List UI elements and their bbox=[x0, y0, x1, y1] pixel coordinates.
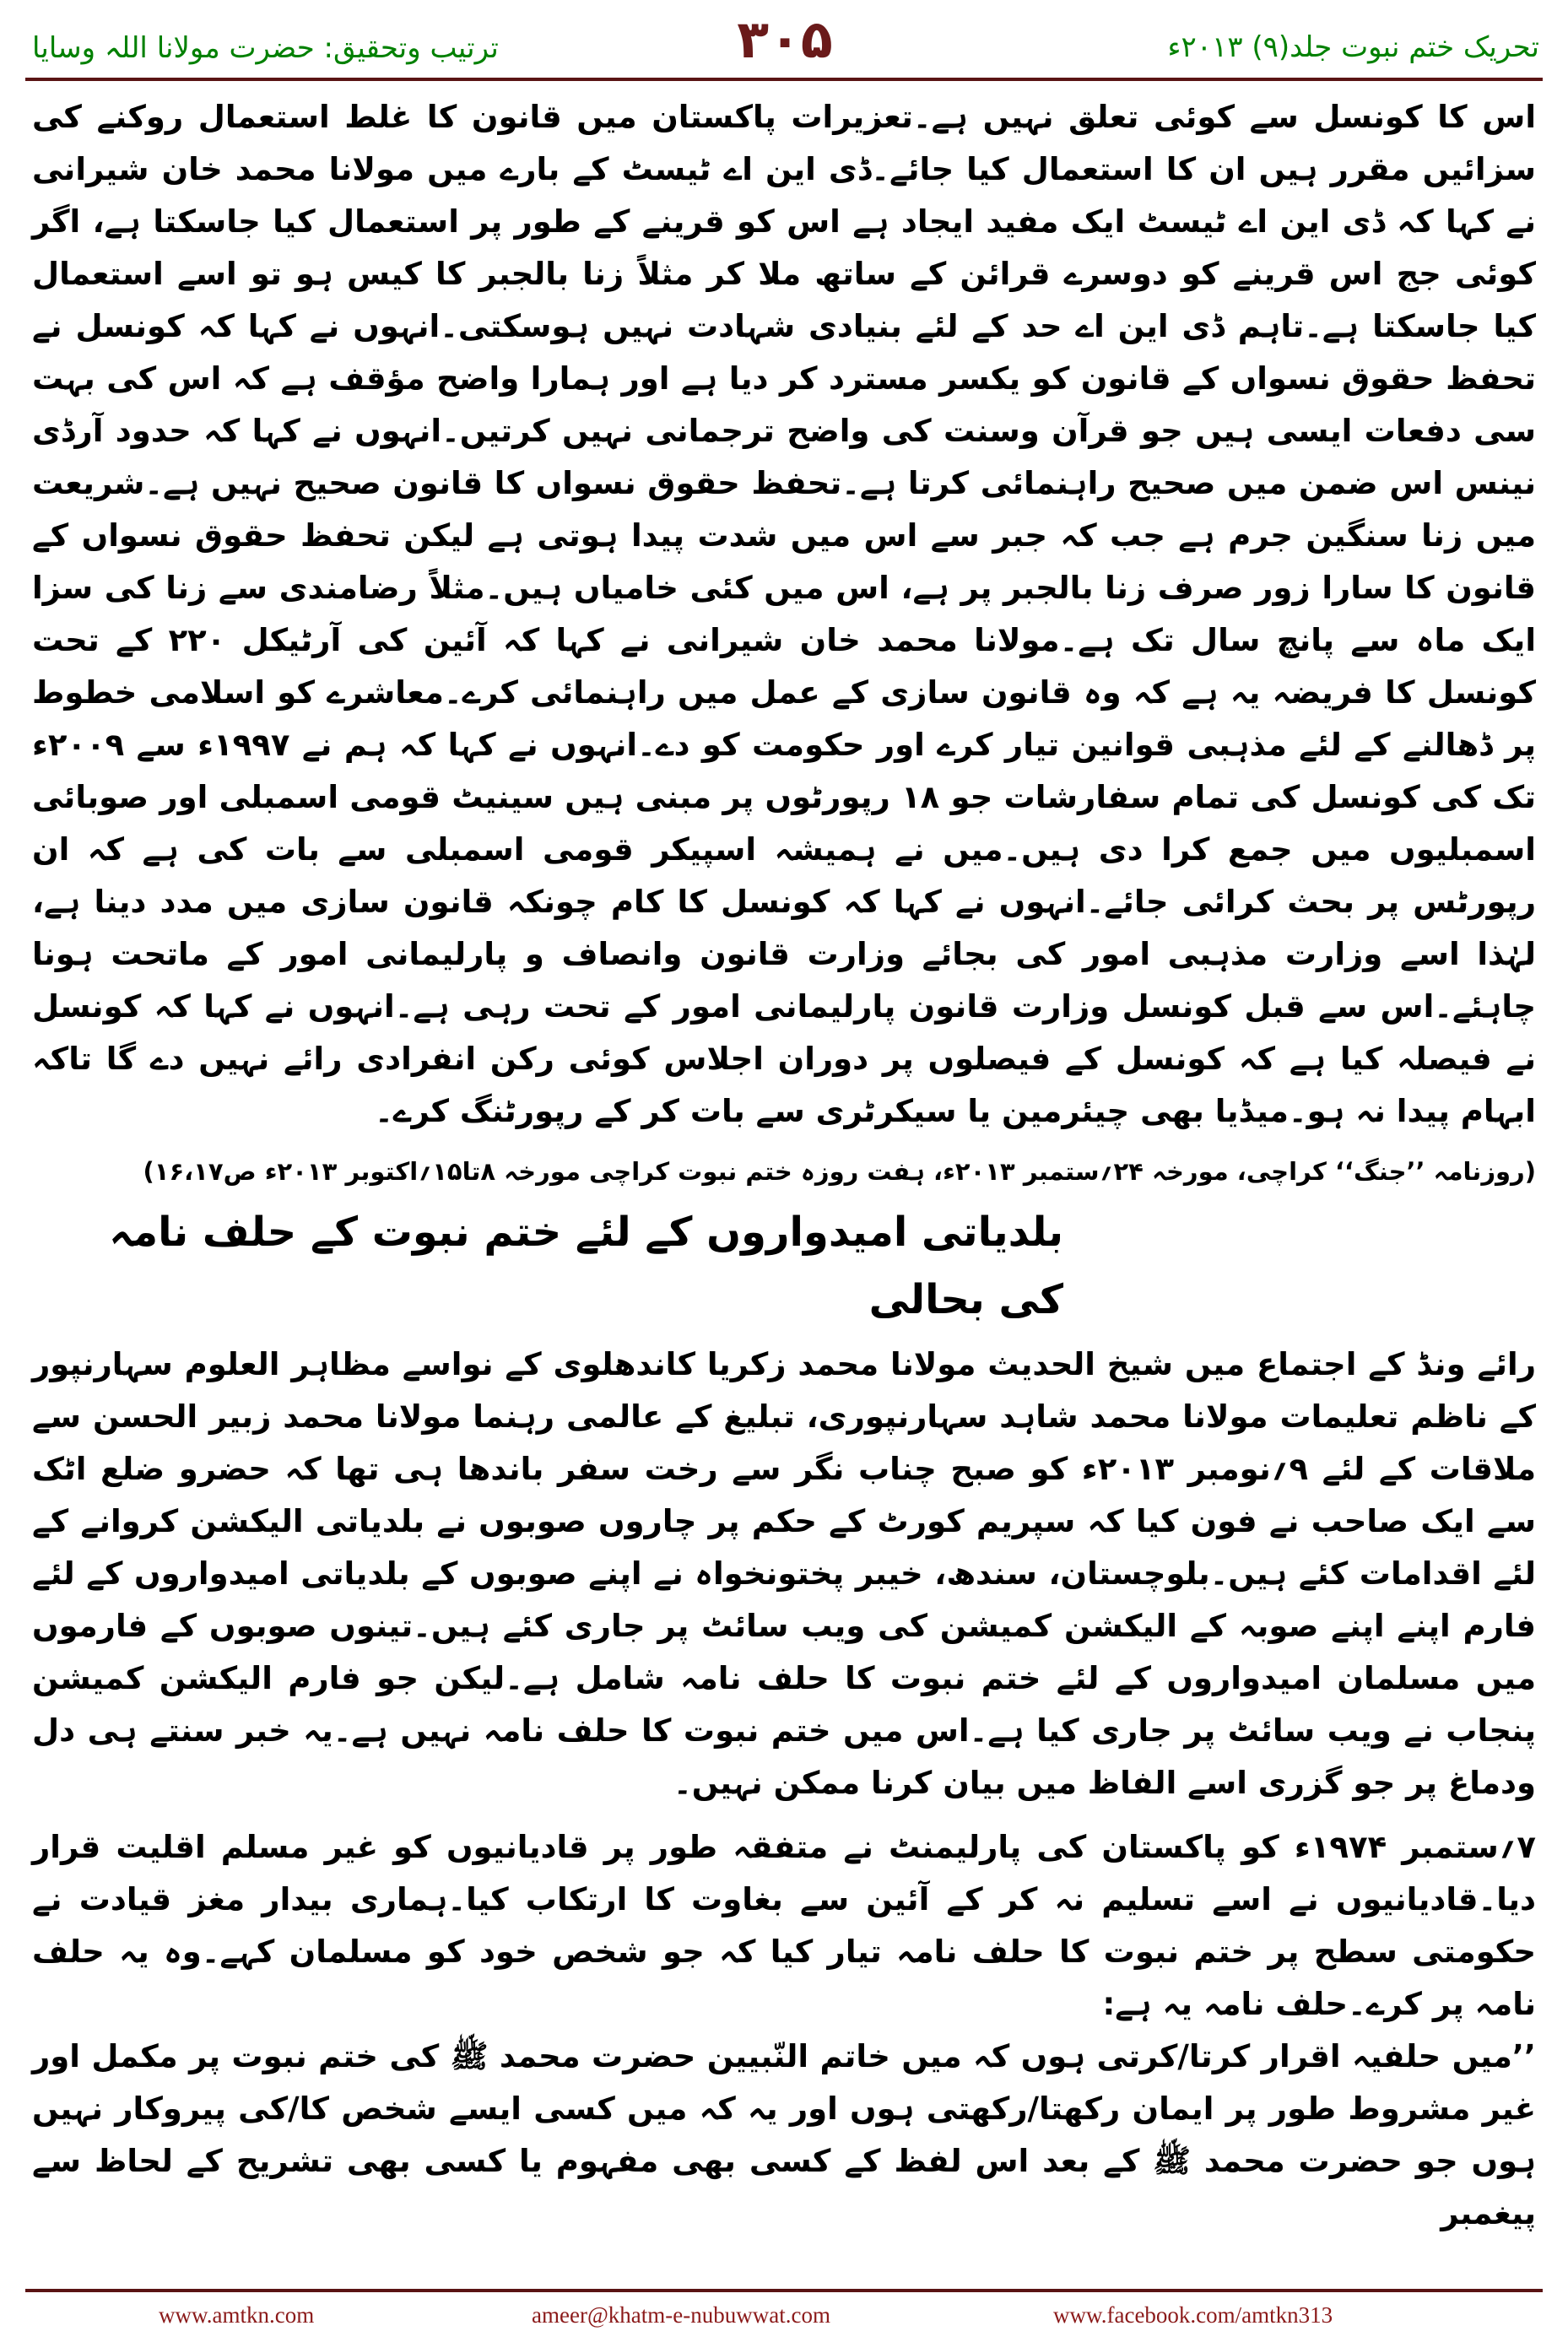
page-header bbox=[0, 0, 1568, 84]
footer-email-link[interactable]: ameer@khatm-e-nubuwwat.com bbox=[532, 2302, 830, 2328]
page-footer bbox=[0, 2297, 1568, 2339]
article2-paragraph-1: رائے ونڈ کے اجتماع میں شیخ الحدیث مولانا محمد زکریا کاندھلوی کے نواسے مظاہر العلوم سہارنپور کے ناظم تعلیمات مولانا محمد شاہد سہارنپوری، تبلیغ کے عالمی رہنما مولانا محمد زبیر الحسن سے ملاقات کے لئے ۹؍نومبر ۲۰۱۳ء کو صبح چناب نگر سے رخت سفر باندھا ہی تھا کہ حضرو ضلع اٹک سے ایک صاحب نے فون کیا کہ سپریم کورٹ کے حکم پر چاروں صوبوں نے بلدیاتی الیکشن کروانے کے لئے اقدامات کئے ہیں۔بلوچستان، سندھ، خیبر پختونخواہ نے اپنے صوبوں کے بلدیاتی امیدواروں کے لئے فارم اپنے اپنے صوبہ کے الیکشن کمیشن کی ویب سائٹ پر جاری کئے ہیں۔تینوں صوبوں کے فارموں میں مسلمان امیدواروں کے لئے ختم نبوت کا حلف نامہ شامل ہے۔لیکن جو فارم الیکشن کمیشن پنجاب نے ویب سائٹ پر جاری کیا ہے۔اس میں ختم نبوت کا حلف نامہ نہیں ہے۔یہ خبر سنتے ہی دل ودماغ پر جو گزری اسے الفاظ میں بیان کرنا ممکن نہیں۔ bbox=[32, 1346, 1536, 1801]
page-number: ۳۰۵ bbox=[737, 8, 833, 70]
header-compiler: ترتیب وتحقیق: حضرت مولانا اللہ وسایا bbox=[32, 31, 499, 65]
article2-heading: بلدیاتی امیدواروں کے لئے ختم نبوت کے حلف نامہ کی بحالی bbox=[109, 1209, 1063, 1323]
footer-facebook-link[interactable]: www.facebook.com/amtkn313 bbox=[1053, 2302, 1333, 2328]
article1-reference: (روزنامہ ’’جنگ‘‘ کراچی، مورخہ ۲۴؍ستمبر ۲۰۱۳ء، ہفت روزہ ختم نبوت کراچی مورخہ ۸تا۱۵؍اکتوبر ۲۰۱۳ء ص۱۶،۱۷) bbox=[143, 1157, 1536, 1186]
page-content bbox=[32, 91, 1536, 2240]
footer-website-link[interactable]: www.amtkn.com bbox=[159, 2302, 315, 2328]
paragraph-gap bbox=[32, 1809, 1536, 1821]
footer-divider bbox=[25, 2289, 1543, 2292]
header-divider bbox=[25, 78, 1543, 81]
header-book-title: تحریک ختم نبوت جلد(۹) ۲۰۱۳ء bbox=[1167, 30, 1539, 64]
article2-oath-text: ’’میں حلفیہ اقرار کرتا/کرتی ہوں کہ میں خاتم النّبیین حضرت محمد ﷺ کی ختم نبوت پر مکمل اور غیر مشروط طور پر ایمان رکھتا/رکھتی ہوں اور یہ کہ میں کسی ایسے شخص کا/کی پیروکار نہیں ہوں جو حضرت محمد ﷺ کے بعد اس لفظ کے کسی بھی مفہوم یا کسی بھی تشریح کے لحاظ سے پیغمبر bbox=[32, 2038, 1536, 2231]
article1-paragraph: اس کا کونسل سے کوئی تعلق نہیں ہے۔تعزیرات پاکستان میں قانون کا غلط استعمال روکنے کی سزائیں مقرر ہیں ان کا استعمال کیا جائے۔ڈی این اے ٹیسٹ کے بارے میں مولانا محمد خان شیرانی نے کہا کہ ڈی این اے ٹیسٹ ایک مفید ایجاد ہے اس کو قرینے کے طور پر استعمال کیا جاسکتا ہے، اگر کوئی جج اس قرینے کو دوسرے قرائن کے ساتھ ملا کر مثلاً زنا بالجبر کا کیس ہو تو اسے استعمال کیا جاسکتا ہے۔تاہم ڈی این اے حد کے لئے بنیادی شہادت نہیں ہوسکتی۔انہوں نے کہا کہ کونسل نے تحفظ حقوق نسواں کے قانون کو یکسر مسترد کر دیا ہے اور ہمارا واضح مؤقف ہے کہ اس کی بہت سی دفعات ایسی ہیں جو قرآن وسنت کی واضح ترجمانی نہیں کرتیں۔انہوں نے کہا کہ حدود آرڈی نینس اس ضمن میں صحیح راہنمائی کرتا ہے۔تحفظ حقوق نسواں کا قانون صحیح نہیں ہے۔شریعت میں زنا سنگین جرم ہے جب کہ جبر سے اس میں شدت پیدا ہوتی ہے لیکن تحفظ حقوق نسواں کے قانون کا سارا زور صرف زنا بالجبر پر ہے، اس میں کئی خامیاں ہیں۔مثلاً رضامندی سے زنا کی سزا ایک ماہ سے پانچ سال تک ہے۔مولانا محمد خان شیرانی نے کہا کہ آئین کی آرٹیکل ۲۲۰ کے تحت کونسل کا فریضہ یہ ہے کہ وہ قانون سازی کے عمل میں راہنمائی کرے۔معاشرے کو اسلامی خطوط پر ڈھالنے کے لئے مذہبی قوانین تیار کرے اور حکومت کو دے۔انہوں نے کہا کہ ہم نے ۱۹۹۷ء سے ۲۰۰۹ء تک کی کونسل کی تمام سفارشات جو ۱۸ رپورٹوں پر مبنی ہیں سینیٹ قومی اسمبلی اور صوبائی اسمبلیوں میں جمع کرا دی ہیں۔میں نے ہمیشہ اسپیکر قومی اسمبلی سے بات کی ہے کہ ان رپورٹس پر بحث کرائی جائے۔انہوں نے کہا کہ کونسل کا کام چونکہ قانون سازی میں مدد دینا ہے، لہٰذا اسے وزارت مذہبی امور کی بجائے وزارت قانون وانصاف و پارلیمانی امور کے ماتحت ہونا چاہئے۔اس سے قبل کونسل وزارت قانون پارلیمانی امور کے تحت رہی ہے۔انہوں نے کہا کہ کونسل نے فیصلہ کیا ہے کہ کونسل کے فیصلوں پر دوران اجلاس کوئی رکن انفرادی رائے نہیں دے گا تاکہ ابہام پیدا نہ ہو۔میڈیا بھی چیئرمین یا سیکرٹری سے بات کر کے رپورٹنگ کرے۔ bbox=[32, 99, 1537, 1129]
article2-paragraph-2: ۷؍ستمبر ۱۹۷۴ء کو پاکستان کی پارلیمنٹ نے متفقہ طور پر قادیانیوں کو غیر مسلم اقلیت قرار دیا۔قادیانیوں نے اسے تسلیم نہ کر کے آئین سے بغاوت کا ارتکاب کیا۔ہماری بیدار مغز قیادت نے حکومتی سطح پر ختم نبوت کا حلف نامہ تیار کیا کہ جو شخص خود کو مسلمان کہے۔وہ یہ حلف نامہ پر کرے۔حلف نامہ یہ ہے: bbox=[32, 1829, 1536, 2022]
